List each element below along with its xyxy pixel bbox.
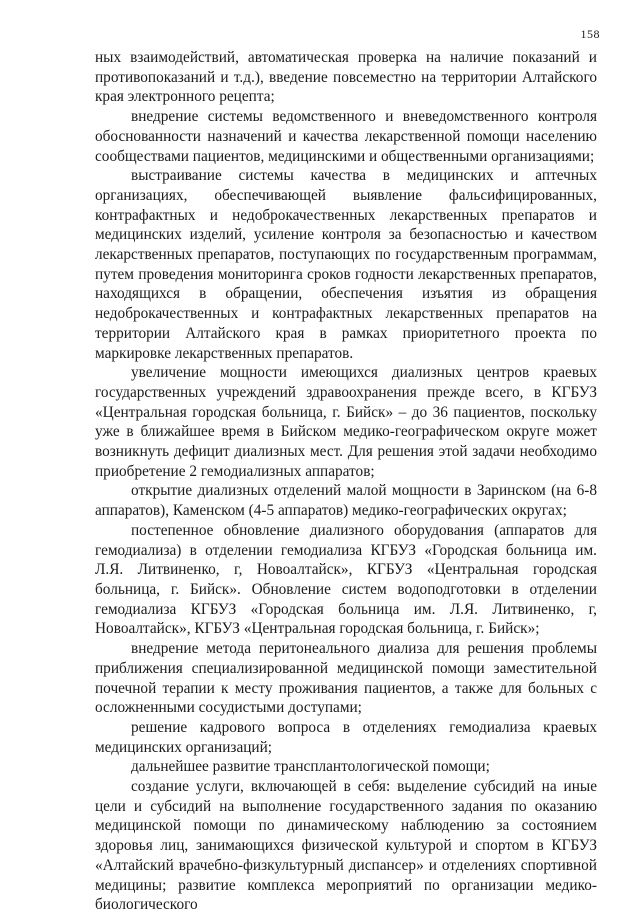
paragraph: дальнейшее развитие трансплантологической помощи; <box>131 758 490 776</box>
paragraph: внедрение системы ведомственного и вневедомственного контроля обоснованности назначений и качества лекарственной помощи населению сообществами пациентов, медицинскими и общественными организациями; <box>95 108 597 165</box>
page-number: 158 <box>580 27 600 41</box>
paragraph: внедрение метода перитонеального диализа для решения проблемы приближения специализированной медицинской помощи заместительной почечной терапии к месту проживания пациентов, а также для больных с осложненными сосудистыми доступами; <box>95 640 597 717</box>
paragraph: открытие диализных отделений малой мощности в Заринском (на 6-8 аппаратов), Каменском (4-5 аппаратов) медико-географических округах; <box>95 482 597 520</box>
paragraph: выстраивание системы качества в медицинских и аптечных организациях, обеспечивающей выявление фальсифицированных, контрафактных и недоброкачественных лекарственных препаратов и медицинских изделий, усиление контроля за безопасностью и качеством лекарственных препаратов, поступающих по государственным программам, путем проведения мониторинга сроков годности лекарственных препаратов, находящихся в обращении, обеспечения изъятия из обращения недоброкачественных и контрафактных лекарственных препаратов на территории Алтайского края в рамках приоритетного проекта по маркировке лекарственных препаратов. <box>95 167 597 362</box>
paragraph: создание услуги, включающей в себя: выделение субсидий на иные цели и субсидий на выполнение государственного задания по оказанию медицинской помощи по динамическому наблюдению за состоянием здоровья лиц, занимающихся физической культурой и спортом в КГБУЗ «Алтайский врачебно-физкультурный диспансер» и отделениях спортивной медицины; развитие комплекса мероприятий по организации медико-биологического <box>95 778 597 914</box>
paragraph: ных взаимодействий, автоматическая проверка на наличие показаний и противопоказаний и т.д.), введение повсеместно на территории Алтайского края электронного рецепта; <box>95 49 597 106</box>
paragraph: увеличение мощности имеющихся диализных центров краевых государственных учреждений здравоохранения прежде всего, в КГБУЗ «Центральная городская больница, г. Бийск» – до 36 пациентов, поскольку уже в ближайшее время в Бийском медико-географическом округе может возникнуть дефицит диализных мест. Для решения этой задачи необходимо приобретение 2 гемодиализных аппаратов; <box>95 364 597 480</box>
paragraph: решение кадрового вопроса в отделениях гемодиализа краевых медицинских организаций; <box>95 718 597 756</box>
body-text <box>95 48 597 915</box>
paragraph: постепенное обновление диализного оборудования (аппаратов для гемодиализа) в отделении гемодиализа КГБУЗ «Городская больница им. Л.Я. Литвиненко, г, Новоалтайск», КГБУЗ «Центральная городская больница, г. Бийск». Обновление систем водоподготовки в отделении гемодиализа КГБУЗ «Городская больница им. Л.Я. Литвиненко, г, Новоалтайск», КГБУЗ «Центральная городская больница, г. Бийск»; <box>95 521 597 638</box>
